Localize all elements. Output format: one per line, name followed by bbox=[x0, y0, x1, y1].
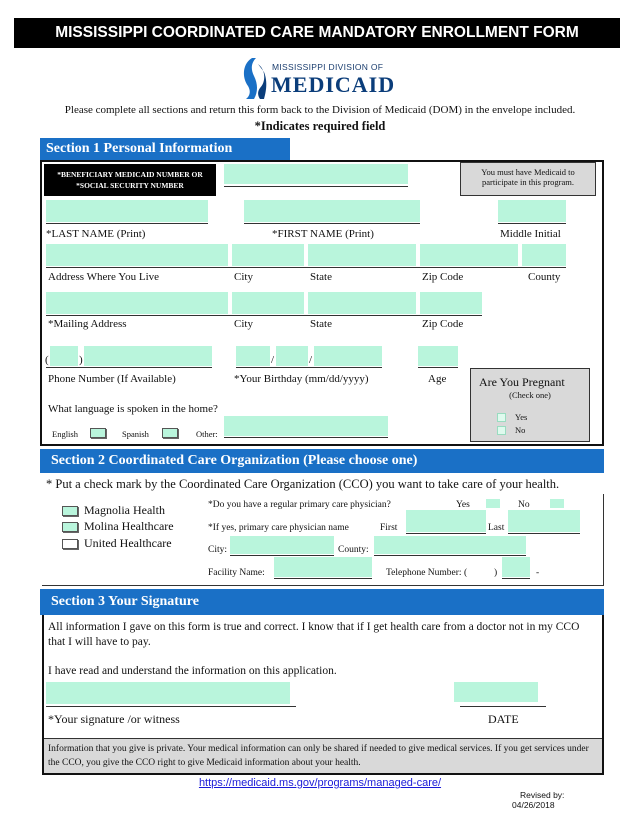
english-checkbox[interactable] bbox=[90, 428, 106, 438]
pregnancy-title: Are You Pregnant bbox=[479, 375, 565, 389]
facility-label: Facility Name: bbox=[208, 568, 265, 578]
logo-top-text: MISSISSIPPI DIVISION OF bbox=[272, 62, 384, 72]
mailing-address-label: *Mailing Address bbox=[48, 318, 127, 330]
managed-care-link[interactable]: https://medicaid.ms.gov/programs/managed-care/ bbox=[198, 777, 442, 789]
city-input[interactable] bbox=[232, 244, 304, 266]
phone-close-paren: ) bbox=[79, 354, 83, 366]
required-note: *Indicates required field bbox=[254, 119, 386, 133]
mailing-state-input[interactable] bbox=[308, 292, 416, 314]
pcp-last-input[interactable] bbox=[508, 510, 580, 532]
medicaid-number-line bbox=[224, 186, 408, 187]
pcp-county-label: County: bbox=[338, 545, 369, 555]
date-line bbox=[460, 706, 546, 707]
pregnant-yes-label: Yes bbox=[515, 412, 528, 422]
birthday-label: *Your Birthday (mm/dd/yyyy) bbox=[234, 373, 369, 385]
other-language-input[interactable] bbox=[224, 416, 388, 436]
telephone-line bbox=[502, 578, 530, 579]
state-input[interactable] bbox=[308, 244, 416, 266]
language-question: What language is spoken in the home? bbox=[48, 403, 218, 415]
mailing-state-label: State bbox=[310, 318, 332, 330]
pcp-city-label: City: bbox=[208, 545, 228, 555]
logo-hands-icon bbox=[238, 56, 268, 100]
medicaid-logo bbox=[236, 56, 406, 102]
instructions: Please complete all sections and return this form back to the Division of Medicaid (DOM) in the envelope included. bbox=[64, 104, 576, 116]
middle-initial-input[interactable] bbox=[498, 200, 566, 222]
united-checkbox[interactable] bbox=[62, 539, 78, 549]
mailing-city-label: City bbox=[234, 318, 253, 330]
section1-header: Section 1 Personal Information bbox=[40, 138, 290, 160]
city-label: City bbox=[234, 271, 253, 283]
date-label: DATE bbox=[488, 712, 519, 726]
last-name-label: *LAST NAME (Print) bbox=[46, 228, 146, 240]
last-name-line bbox=[46, 223, 208, 224]
birth-sep-2: / bbox=[309, 354, 313, 366]
middle-initial-line bbox=[498, 223, 566, 224]
signature-input[interactable] bbox=[46, 682, 290, 704]
medicaid-notice: You must have Medicaid to participate in this program. bbox=[460, 162, 596, 196]
first-name-label: *FIRST NAME (Print) bbox=[272, 228, 374, 240]
telephone-label: Telephone Number: ( bbox=[386, 568, 468, 578]
signature-label: *Your signature /or witness bbox=[48, 712, 180, 726]
birth-month-input[interactable] bbox=[236, 346, 270, 366]
pcp-city-input[interactable] bbox=[230, 536, 334, 554]
mailing-address-input[interactable] bbox=[46, 292, 228, 314]
signature-line bbox=[46, 706, 296, 707]
pcp-name-label: *If yes, primary care physician name bbox=[208, 523, 349, 533]
mailing-line bbox=[46, 315, 482, 316]
section3-header: Section 3 Your Signature bbox=[40, 589, 604, 615]
phone-label: Phone Number (If Available) bbox=[48, 373, 176, 385]
pcp-county-input[interactable] bbox=[374, 536, 526, 554]
pcp-last-label: Last bbox=[488, 523, 505, 533]
revised-label: Revised by: bbox=[520, 790, 565, 800]
address-input[interactable] bbox=[46, 244, 228, 266]
zip-input[interactable] bbox=[420, 244, 518, 266]
middle-initial-label: Middle Initial bbox=[500, 228, 561, 240]
pcp-first-label: First bbox=[380, 523, 398, 533]
read-statement: I have read and understand the information on this application. bbox=[48, 665, 337, 677]
revised-date: 04/26/2018 bbox=[512, 800, 555, 810]
pregnant-yes-checkbox[interactable] bbox=[497, 413, 506, 422]
birth-sep-1: / bbox=[271, 354, 275, 366]
privacy-notice: Information that you give is private. Your medical information can only be shared if needed to give medical services. If you get services under the CCO, you give the CCO right to give Medicaid information about your health. bbox=[44, 738, 602, 773]
state-label: State bbox=[310, 271, 332, 283]
united-label: United Healthcare bbox=[84, 536, 172, 550]
medicaid-number-input[interactable] bbox=[224, 164, 408, 184]
telephone-input[interactable] bbox=[502, 557, 530, 577]
logo-main-text: MEDICAID bbox=[271, 72, 396, 97]
pcp-city-line bbox=[230, 555, 334, 556]
pcp-no-checkbox[interactable] bbox=[550, 499, 564, 508]
other-language-label: Other: bbox=[196, 429, 218, 439]
pregnant-no-checkbox[interactable] bbox=[497, 426, 506, 435]
pcp-yes-label: Yes bbox=[456, 500, 470, 510]
telephone-dash: - bbox=[536, 568, 540, 578]
zip-label: Zip Code bbox=[422, 271, 464, 283]
section2-instruction: * Put a check mark by the Coordinated Care Organization (CCO) you want to take care of your health. bbox=[46, 477, 560, 491]
pcp-yes-checkbox[interactable] bbox=[486, 499, 500, 508]
birthday-line bbox=[236, 367, 382, 368]
pregnant-no-label: No bbox=[515, 425, 526, 435]
magnolia-label: Magnolia Health bbox=[84, 503, 165, 517]
age-label: Age bbox=[428, 373, 447, 385]
id-label-box bbox=[44, 164, 216, 196]
magnolia-checkbox[interactable] bbox=[62, 506, 78, 516]
pcp-no-label: No bbox=[518, 500, 530, 510]
first-name-input[interactable] bbox=[244, 200, 420, 222]
last-name-input[interactable] bbox=[46, 200, 208, 222]
address-label: Address Where You Live bbox=[48, 271, 160, 283]
facility-line bbox=[274, 578, 372, 579]
address-line bbox=[46, 267, 566, 268]
pcp-last-line bbox=[508, 533, 580, 534]
county-label: County bbox=[528, 271, 561, 283]
title-bar: MISSISSIPPI COORDINATED CARE MANDATORY ENROLLMENT FORM bbox=[14, 18, 620, 48]
id-label-line1: *BENEFICIARY MEDICAID NUMBER OR bbox=[57, 170, 203, 179]
facility-input[interactable] bbox=[274, 557, 372, 577]
pregnancy-box bbox=[470, 368, 590, 442]
area-code-input[interactable] bbox=[50, 346, 78, 366]
spanish-label: Spanish bbox=[122, 429, 149, 439]
phone-line bbox=[46, 367, 212, 368]
pcp-question: *Do you have a regular primary care physician? bbox=[208, 500, 391, 510]
molina-label: Molina Healthcare bbox=[84, 519, 174, 533]
signature-statement: All information I gave on this form is true and correct. I know that if I get health care from a doctor not in my CCO that I will have to pay. bbox=[48, 621, 580, 648]
section2-header: Section 2 Coordinated Care Organization (Please choose one) bbox=[40, 449, 604, 473]
pcp-first-line bbox=[406, 533, 486, 534]
phone-input[interactable] bbox=[84, 346, 212, 366]
spanish-checkbox[interactable] bbox=[162, 428, 178, 438]
pcp-county-line bbox=[374, 555, 526, 556]
age-line bbox=[418, 367, 458, 368]
pcp-first-input[interactable] bbox=[406, 510, 486, 532]
id-label-line2: *SOCIAL SECURITY NUMBER bbox=[76, 181, 184, 190]
county-input[interactable] bbox=[522, 244, 566, 266]
date-input[interactable] bbox=[454, 682, 538, 702]
molina-checkbox[interactable] bbox=[62, 522, 78, 532]
mailing-city-input[interactable] bbox=[232, 292, 304, 314]
mailing-zip-label: Zip Code bbox=[422, 318, 464, 330]
telephone-close-paren: ) bbox=[494, 568, 498, 578]
other-language-line bbox=[224, 437, 388, 438]
mailing-zip-input[interactable] bbox=[420, 292, 482, 314]
birth-day-input[interactable] bbox=[276, 346, 308, 366]
phone-open-paren: ( bbox=[45, 354, 49, 366]
age-input[interactable] bbox=[418, 346, 458, 366]
birth-year-input[interactable] bbox=[314, 346, 382, 366]
first-name-line bbox=[244, 223, 420, 224]
pregnancy-subtitle: (Check one) bbox=[509, 390, 551, 400]
english-label: English bbox=[52, 429, 78, 439]
